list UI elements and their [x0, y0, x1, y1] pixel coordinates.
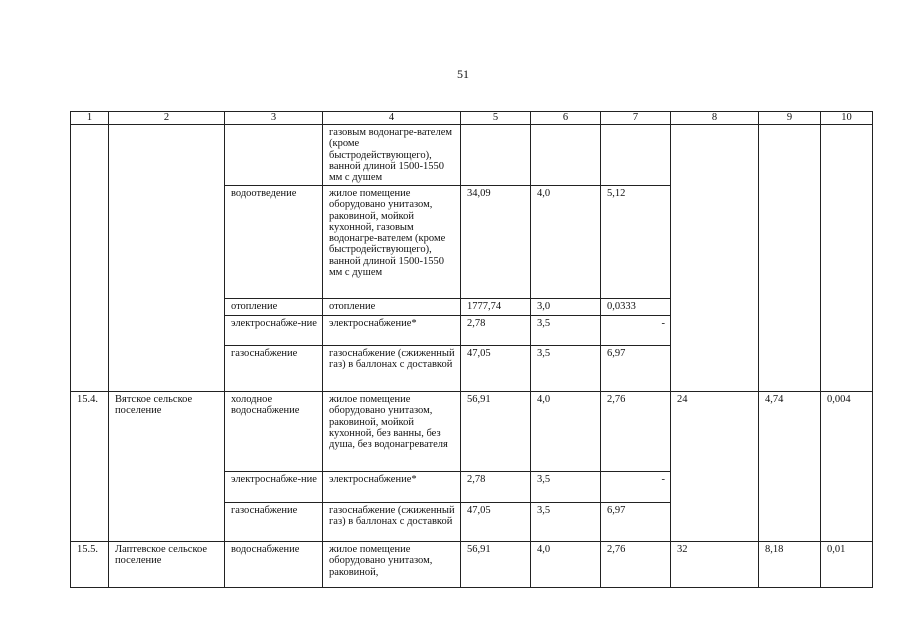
cell-service: электроснабже-ние — [225, 472, 323, 503]
cell-col6: 3,5 — [531, 316, 601, 346]
cell-col6: 3,5 — [531, 346, 601, 392]
cell-col8: 32 — [671, 542, 759, 588]
cell-col7: 5,12 — [601, 186, 671, 299]
header-cell: 8 — [671, 112, 759, 125]
cell-col5: 2,78 — [461, 316, 531, 346]
cell-col6: 4,0 — [531, 186, 601, 299]
cell-description: газоснабжение (сжиженный газ) в баллонах с доставкой — [323, 503, 461, 542]
header-row — [71, 112, 873, 125]
cell-col8 — [671, 125, 759, 392]
cell-col7: 6,97 — [601, 346, 671, 392]
cell-service: водоснабжение — [225, 542, 323, 588]
cell-service: газоснабжение — [225, 503, 323, 542]
header-cell: 2 — [109, 112, 225, 125]
cell-col5: 1777,74 — [461, 299, 531, 316]
cell-service: отопление — [225, 299, 323, 316]
cell-col6: 3,5 — [531, 503, 601, 542]
header-cell: 9 — [759, 112, 821, 125]
cell-col6: 3,5 — [531, 472, 601, 503]
cell-col5: 34,09 — [461, 186, 531, 299]
header-cell: 1 — [71, 112, 109, 125]
cell-number: 15.4. — [71, 392, 109, 542]
header-cell: 5 — [461, 112, 531, 125]
cell-description: жилое помещение оборудовано унитазом, раковиной, мойкой кухонной, без ванны, без душа, без водонагревателя — [323, 392, 461, 472]
cell-col7: 2,76 — [601, 542, 671, 588]
cell-number — [71, 125, 109, 392]
cell-col5: 56,91 — [461, 392, 531, 472]
cell-col9: 4,74 — [759, 392, 821, 542]
page-number: 51 — [457, 67, 469, 81]
cell-col5: 47,05 — [461, 346, 531, 392]
cell-col7 — [601, 125, 671, 186]
cell-col8: 24 — [671, 392, 759, 542]
header-cell: 10 — [821, 112, 873, 125]
cell-col6: 4,0 — [531, 542, 601, 588]
cell-service: газоснабжение — [225, 346, 323, 392]
cell-col6 — [531, 125, 601, 186]
cell-col9: 8,18 — [759, 542, 821, 588]
table-row — [71, 542, 873, 588]
cell-col7: - — [601, 472, 671, 503]
cell-number: 15.5. — [71, 542, 109, 588]
cell-description: отопление — [323, 299, 461, 316]
table-row — [71, 392, 873, 472]
cell-col5: 47,05 — [461, 503, 531, 542]
cell-col7: 0,0333 — [601, 299, 671, 316]
header-cell: 4 — [323, 112, 461, 125]
header-cell: 3 — [225, 112, 323, 125]
cell-description: электроснабжение* — [323, 472, 461, 503]
cell-col5: 2,78 — [461, 472, 531, 503]
cell-service: водоотведение — [225, 186, 323, 299]
header-cell: 7 — [601, 112, 671, 125]
cell-description: газовым водонагре-вателем (кроме быстродействующего), ванной длиной 1500-1550 мм с душем — [323, 125, 461, 186]
cell-col6: 4,0 — [531, 392, 601, 472]
cell-service: электроснабже-ние — [225, 316, 323, 346]
table-row — [71, 125, 873, 186]
cell-col5: 56,91 — [461, 542, 531, 588]
cell-settlement — [109, 125, 225, 392]
cell-settlement: Лаптевское сельское поселение — [109, 542, 225, 588]
cell-description: электроснабжение* — [323, 316, 461, 346]
cell-service: холодное водоснабжение — [225, 392, 323, 472]
tariff-table — [70, 111, 873, 588]
cell-col7: 2,76 — [601, 392, 671, 472]
cell-col7: - — [601, 316, 671, 346]
cell-description: жилое помещение оборудовано унитазом, раковиной, мойкой кухонной, газовым водонагре-вателем (кроме быстродействующего), ванной длиной 1500-1550 мм с душем — [323, 186, 461, 299]
cell-settlement: Вятское сельское поселение — [109, 392, 225, 542]
cell-col9 — [759, 125, 821, 392]
cell-col5 — [461, 125, 531, 186]
cell-col7: 6,97 — [601, 503, 671, 542]
cell-col6: 3,0 — [531, 299, 601, 316]
cell-service — [225, 125, 323, 186]
cell-description: жилое помещение оборудовано унитазом, раковиной, — [323, 542, 461, 588]
cell-description: газоснабжение (сжиженный газ) в баллонах с доставкой — [323, 346, 461, 392]
cell-col10 — [821, 125, 873, 392]
header-cell: 6 — [531, 112, 601, 125]
cell-col10: 0,01 — [821, 542, 873, 588]
cell-col10: 0,004 — [821, 392, 873, 542]
